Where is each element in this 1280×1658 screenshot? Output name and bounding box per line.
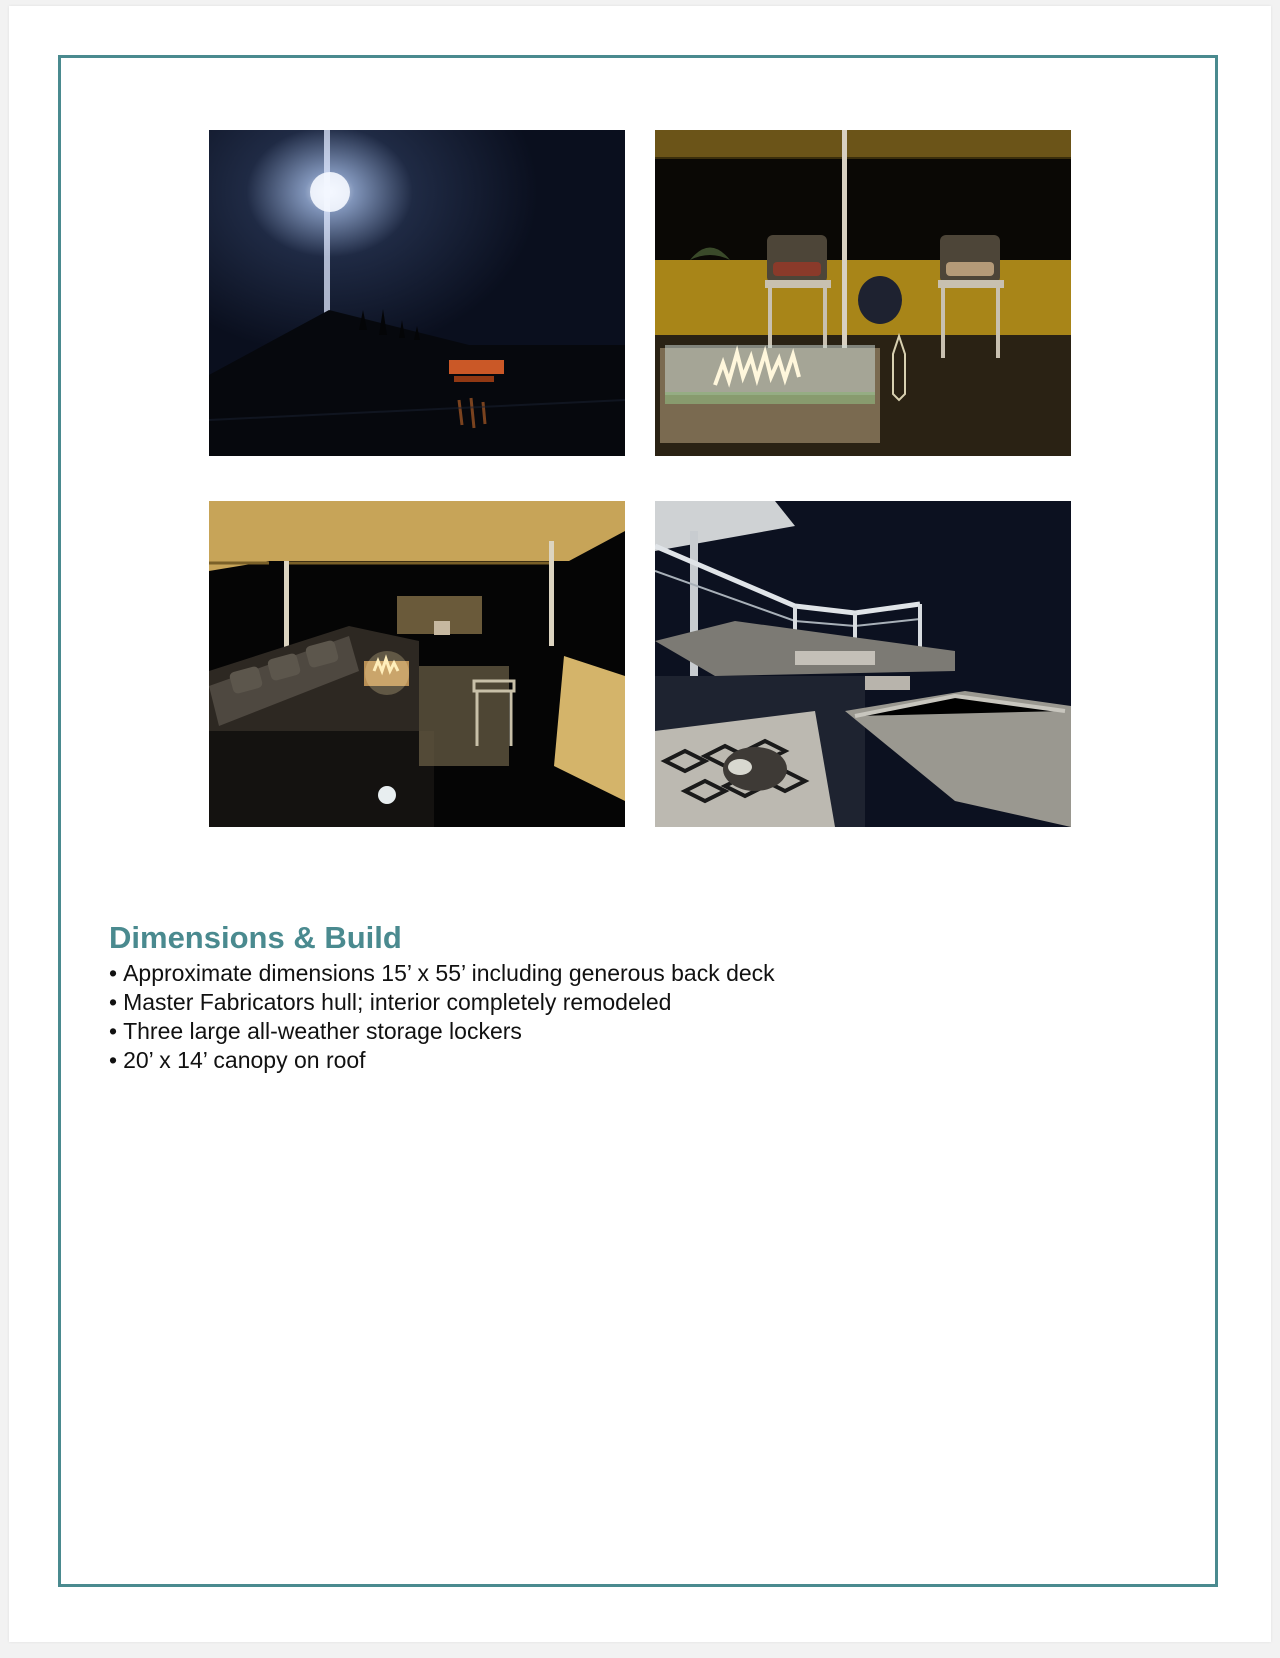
section-title: Dimensions & Build [109, 920, 402, 955]
list-item [109, 959, 775, 988]
bullet-symbol: • [109, 1047, 118, 1073]
bullet-symbol: • [109, 1018, 118, 1044]
photo-back-deck-railings [655, 501, 1071, 827]
list-item [109, 1017, 775, 1046]
list-item-text: Three large all-weather storage lockers [123, 1018, 522, 1044]
list-item [109, 1046, 775, 1075]
photo-canopied-lounge [209, 501, 625, 827]
bullet-symbol: • [109, 960, 118, 986]
list-item-text: 20’ x 14’ canopy on roof [123, 1047, 366, 1073]
photo-fire-table-deck [655, 130, 1071, 456]
bullet-symbol: • [109, 989, 118, 1015]
photo-moonlit-lake [209, 130, 625, 456]
list-item [109, 988, 775, 1017]
bullet-list [109, 959, 775, 1075]
list-item-text: Master Fabricators hull; interior completely remodeled [123, 989, 672, 1015]
list-item-text: Approximate dimensions 15’ x 55’ including generous back deck [123, 960, 775, 986]
